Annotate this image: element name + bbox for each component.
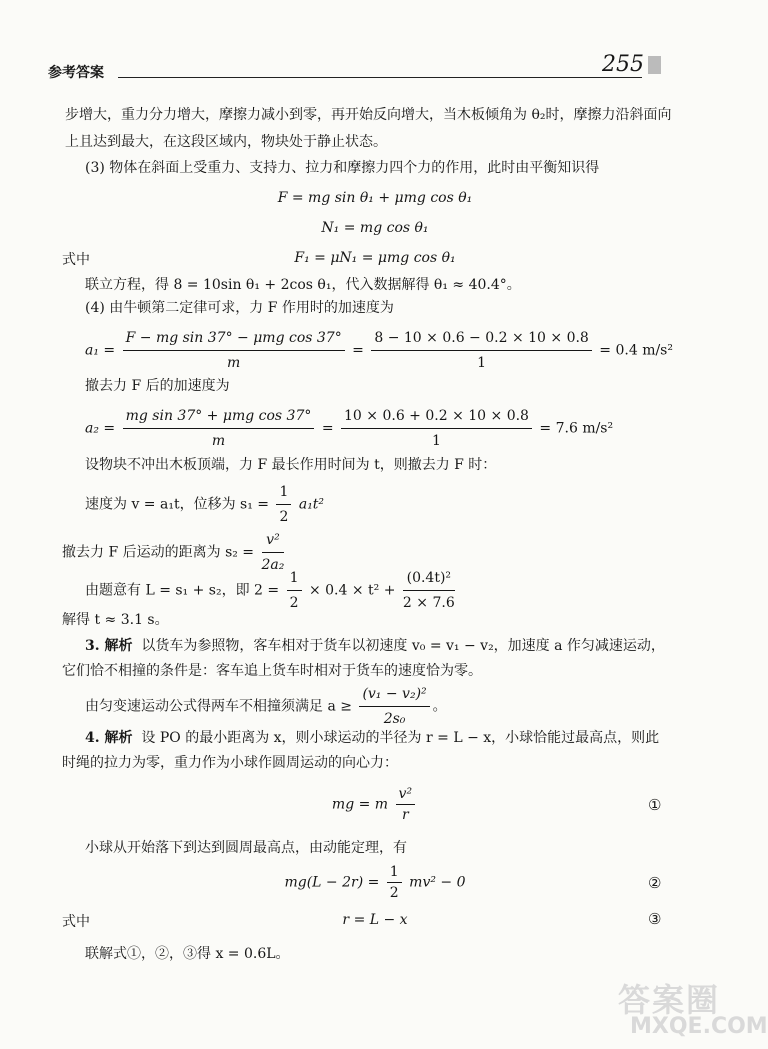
fraction: $\frac{\text{v²}}{r}$ (396, 786, 416, 823)
header-rule (118, 77, 642, 78)
fraction: $\frac{\text{(v₁ − v₂)²}}{\text{2s₀}}$ (359, 684, 429, 729)
text-line: 设物块不冲出木板顶端，力 F 最长作用时间为 t，则撤去力 F 时： (85, 457, 497, 473)
text-line: (3) 物体在斜面上受重力、支持力、拉力和摩擦力四个力的作用，此时由平衡知识得 (85, 160, 600, 176)
fraction: $\frac{\text{F − mg sin 37° − μmg cos 37°}}{m}$ (123, 328, 345, 373)
fraction: $\frac{8 - 10 \times 0.6 - 0.2 \times 10 \times 0.8}{1}$ (371, 328, 591, 373)
text-line: 时绳的拉力为零，重力作为小球作圆周运动的向心力： (62, 755, 398, 771)
label-shizhong: 式中 (62, 252, 90, 268)
equation-number: ① (648, 796, 662, 814)
text-line: 步增大，重力分力增大，摩擦力减小到零，再开始反向增大，当木板倾角为 θ₂时，摩擦力沿斜面向 (65, 107, 672, 123)
equation-distance: 撤去力 F 后运动的距离为 s₂ = $\frac{\text{v²}}{\text{2a₂}}$ (62, 532, 285, 573)
equation-F1: F₁ = μN₁ = μmg cos θ₁ (294, 250, 456, 266)
watermark-logo: 答案圈 (618, 981, 721, 1019)
text-line: 撤去力 F 后的加速度为 (85, 378, 230, 394)
equation-condition: 由匀变速运动公式得两车不相撞须满足 a ≥ $\frac{\text{(v₁ − v₂)²}}{\text{2s₀}}$ 。 (85, 686, 447, 727)
equation-speed: 速度为 v = a₁t，位移为 s₁ = $\frac{1}{2}$ a₁t² (85, 484, 325, 525)
equation-number: ② (648, 874, 662, 892)
equation-number: ③ (648, 910, 662, 928)
text-line: (4) 由牛顿第二定律可求，力 F 作用时的加速度为 (85, 300, 394, 316)
label-shizhong: 式中 (62, 914, 90, 930)
text-line: 联立方程，得 8 = 10sin θ₁ + 2cos θ₁，代入数据解得 θ₁ ≈ 40.4°。 (85, 277, 521, 293)
a2-result: = 7.6 m/s² (539, 420, 614, 437)
equation-a1: a₁ = $\frac{\text{F − mg sin 37° − μmg cos 37°}}{m}$ = $\frac{8 - 10 \times 0.6 - 0.2 \times 10 \times 0.8}{1}$ = 0.4 m/s² (85, 330, 673, 371)
watermark-site: MXQE.COM (630, 1014, 768, 1039)
a1-result: = 0.4 m/s² (599, 342, 673, 359)
problem-4: 4. 解析 设 PO 的最小距离为 x，则小球运动的半径为 r = L − x，小球恰能过最高点，则此 (85, 730, 660, 746)
equation-1: mg = m $\frac{\text{v²}}{r}$ (0, 786, 750, 823)
fraction: $\frac{\text{v²}}{\text{2a₂}}$ (261, 532, 285, 573)
text-line: 联解式①，②，③得 x = 0.6L。 (85, 946, 290, 962)
page-number: 255 (602, 52, 644, 77)
fraction: $\frac{1}{2}$ (276, 482, 291, 527)
problem-label: 4. 解析 (85, 730, 133, 746)
fraction: $\frac{1}{2}$ (387, 864, 402, 901)
fraction: $\frac{1}{2}$ (287, 568, 302, 613)
problem-label: 3. 解析 (85, 638, 133, 654)
running-header: 参考答案 (48, 65, 104, 81)
equation-2: mg(L − 2r) = $\frac{1}{2}$ mv² − 0 (284, 864, 466, 901)
page-corner-mark (648, 56, 661, 74)
problem-3: 3. 解析 以货车为参照物，客车相对于货车以初速度 v₀ = v₁ − v₂，加速度 a 作匀减速运动， (85, 638, 665, 654)
fraction: $\frac{\text{mg sin 37° + μmg cos 37°}}{m}$ (123, 406, 315, 451)
fraction: $\frac{\text{(0.4t)²}}{2 \times 7.6}$ (402, 570, 455, 611)
equation-given: 由题意有 L = s₁ + s₂，即 2 = $\frac{1}{2}$ × 0.4 × t² + $\frac{\text{(0.4t)²}}{2 \times 7.6}$ (85, 570, 455, 611)
a1-lhs: a₁ = (85, 342, 116, 359)
equation-3: r = L − x (342, 912, 408, 928)
equation-N1: N₁ = mg cos θ₁ (321, 220, 429, 236)
equation-F: F = mg sin θ₁ + μmg cos θ₁ (277, 190, 473, 206)
text-line: 它们恰不相撞的条件是：客车追上货车时相对于货车的速度恰为零。 (62, 663, 482, 679)
fraction: $\frac{10 \times 0.6 + 0.2 \times 10 \times 0.8}{1}$ (341, 406, 532, 451)
text-line: 小球从开始落下到达到圆周最高点，由动能定理，有 (85, 840, 407, 856)
text-line: 解得 t ≈ 3.1 s。 (62, 612, 169, 628)
text-line: 上且达到最大，在这段区域内，物块处于静止状态。 (65, 134, 387, 150)
equation-a2: a₂ = $\frac{\text{mg sin 37° + μmg cos 37°}}{m}$ = $\frac{10 \times 0.6 + 0.2 \times 10 \times 0.8}{1}$ = 7.6 m/s² (85, 408, 614, 449)
